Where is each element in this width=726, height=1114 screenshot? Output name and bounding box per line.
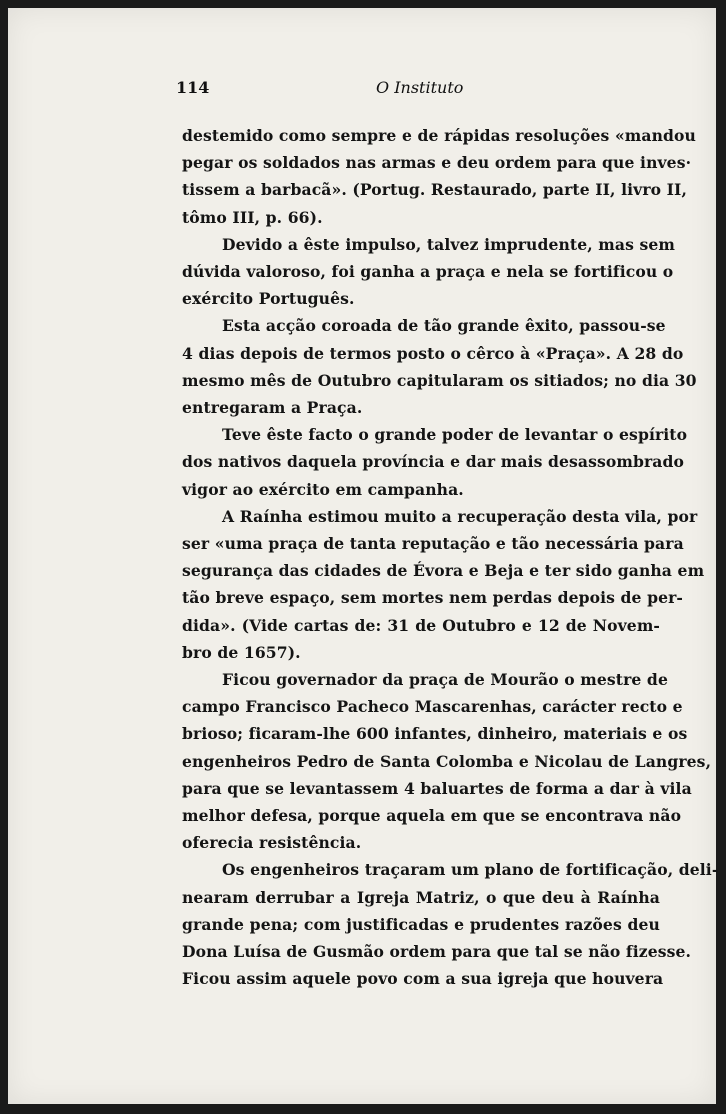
- text-line: campo Francisco Pacheco Mascarenhas, carácter recto e: [182, 697, 683, 717]
- text-line: mesmo mês de Outubro capitularam os sitiados; no dia 30: [182, 370, 697, 390]
- text-line: grande pena; com justificadas e prudentes razões deu: [182, 914, 660, 934]
- text-line: ser «uma praça de tanta reputação e tão necessária para: [182, 534, 684, 554]
- text-line: Dona Luísa de Gusmão ordem para que tal se não fizesse.: [182, 942, 692, 962]
- text-line: Esta acção coroada de tão grande êxito, passou-se: [222, 316, 666, 336]
- text-line: engenheiros Pedro de Santa Colomba e Nicolau de Langres,: [182, 751, 712, 771]
- book-page: [8, 8, 719, 1104]
- running-title: O Instituto: [376, 78, 464, 97]
- text-line: tômo III, p. 66).: [182, 207, 323, 227]
- text-line: melhor defesa, porque aquela em que se encontrava não: [182, 806, 682, 826]
- text-line: pegar os soldados nas armas e deu ordem para que inves·: [182, 153, 692, 173]
- text-line: Devido a êste impulso, talvez imprudente, mas sem: [222, 234, 676, 254]
- text-line: dúvida valoroso, foi ganha a praça e nela se fortificou o: [182, 262, 674, 282]
- text-line: dida». (Vide cartas de: 31 de Outubro e 12 de Novem-: [182, 615, 660, 635]
- text-line: destemido como sempre e de rápidas resoluções «mandou: [182, 126, 696, 145]
- text-line: segurança das cidades de Évora e Beja e ter sido ganha em: [182, 561, 705, 581]
- page-header: [176, 78, 661, 102]
- text-line: dos nativos daquela província e dar mais desassombrado: [182, 452, 685, 472]
- text-line: vigor ao exército em campanha.: [182, 479, 464, 499]
- text-line: entregaram a Praça.: [182, 398, 363, 418]
- text-line: para que se levantassem 4 baluartes de forma a dar à vila: [182, 778, 692, 798]
- page-number: 114: [176, 78, 210, 97]
- text-line: brioso; ficaram-lhe 600 infantes, dinheiro, materiais e os: [182, 724, 688, 744]
- text-line: Os engenheiros traçaram um plano de fortificação, deli-: [222, 860, 719, 880]
- text-line: Ficou assim aquele povo com a sua igreja que houvera: [182, 969, 664, 989]
- text-line: tissem a barbacã». (Portug. Restaurado, parte II, livro II,: [182, 180, 687, 200]
- text-line: exército Português.: [182, 289, 355, 309]
- body-text: [182, 122, 719, 993]
- text-line: nearam derrubar a Igreja Matriz, o que deu à Raínha: [182, 887, 660, 907]
- text-line: 4 dias depois de termos posto o cêrco à «Praça». A 28 do: [182, 343, 684, 363]
- text-line: Ficou governador da praça de Mourão o mestre de: [222, 670, 668, 690]
- text-line: bro de 1657).: [182, 642, 301, 662]
- text-line: A Raínha estimou muito a recuperação desta vila, por: [222, 506, 698, 526]
- text-line: oferecia resistência.: [182, 833, 362, 853]
- text-line: Teve êste facto o grande poder de levantar o espírito: [222, 425, 688, 445]
- text-line: tão breve espaço, sem mortes nem perdas depois de per-: [182, 588, 683, 608]
